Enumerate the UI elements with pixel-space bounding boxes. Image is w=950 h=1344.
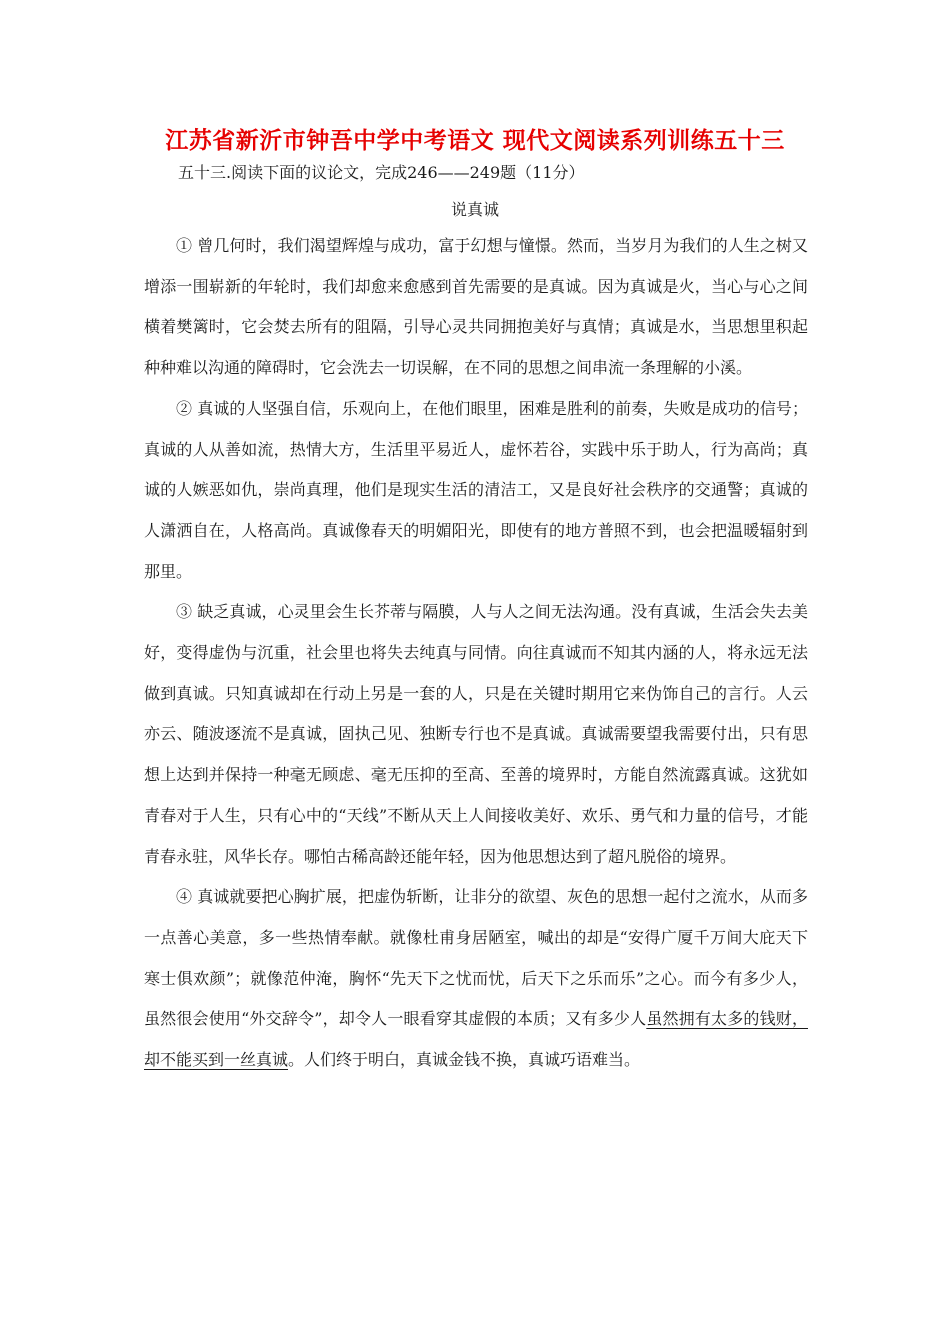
underlined-sentence: 虽然拥有太多的钱财，却不能买到一丝真诚: [144, 1009, 808, 1070]
paragraph-4-text-before: ④ 真诚就要把心胸扩展，把虚伪斩断，让非分的欲望、灰色的思想一起付之流水，从而多一点善心美意，多一些热情奉献。就像杜甫身居陋室，喊出的却是“安得广厦千万间大庇天下寒士俱欢颜”；就像范仲淹，胸怀“先天下之忧而忧，后天下之乐而乐”之心。而今有多少人，虽然很会使用“外交辞令”，却令人一眼看穿其虚假的本质；又有多少人: [144, 887, 808, 1029]
paragraph-3: ③ 缺乏真诚，心灵里会生长芥蒂与隔膜，人与人之间无法沟通。没有真诚，生活会失去美好，变得虚伪与沉重，社会里也将失去纯真与同情。向往真诚而不知其内涵的人，将永远无法做到真诚。只知真诚却在行动上另是一套的人，只是在关键时期用它来伪饰自己的言行。人云亦云、随波逐流不是真诚，固执己见、独断专行也不是真诚。真诚需要望我需要付出，只有思想上达到并保持一种毫无顾虑、毫无压抑的至高、至善的境界时，方能自然流露真诚。这犹如青春对于人生，只有心中的“天线”不断从天上人间接收美好、欢乐、勇气和力量的信号，才能青春永驻，风华长存。哪怕古稀高龄还能年轻，因为他思想达到了超凡脱俗的境界。: [144, 602, 808, 866]
exercise-instruction: 五十三.阅读下面的议论文，完成246——249题（11分）: [178, 163, 585, 182]
paragraph-4-text-after: 。人们终于明白，真诚金钱不换，真诚巧语难当。: [288, 1050, 641, 1070]
paragraph-1: ① 曾几何时，我们渴望辉煌与成功，富于幻想与憧憬。然而，当岁月为我们的人生之树又增添一围崭新的年轮时，我们却愈来愈感到首先需要的是真诚。因为真诚是火，当心与心之间横着樊篱时，它会焚去所有的阻隔，引导心灵共同拥抱美好与真情；真诚是水，当思想里积起种种难以沟通的障碍时，它会洗去一切误解，在不同的思想之间串流一条理解的小溪。: [144, 236, 808, 378]
article-title: 说真诚: [450, 200, 499, 219]
document-title: 江苏省新沂市钟吾中学中考语文 现代文阅读系列训练五十三: [165, 127, 785, 154]
article-body: [144, 226, 808, 1081]
paragraph-2: ② 真诚的人坚强自信，乐观向上，在他们眼里，困难是胜利的前奏，失败是成功的信号；真诚的人从善如流，热情大方，生活里平易近人，虚怀若谷，实践中乐于助人，行为高尚；真诚的人嫉恶如仇，崇尚真理，他们是现实生活的清洁工，又是良好社会秩序的交通警；真诚的人潇洒自在，人格高尚。真诚像春天的明媚阳光，即使有的地方普照不到，也会把温暖辐射到那里。: [144, 398, 808, 581]
paragraph-4: [144, 877, 808, 1081]
